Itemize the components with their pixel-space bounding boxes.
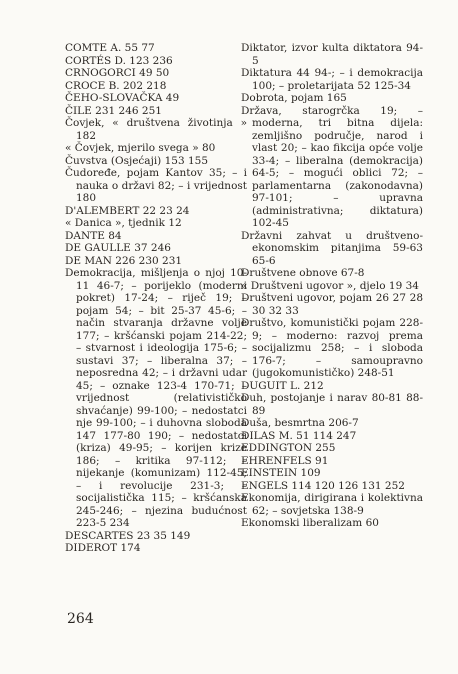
index-entry: « Čovjek, mjerilo svega » 80: [65, 142, 216, 154]
index-entry: Duh, postojanje i narav 80-81 88-89: [241, 392, 423, 417]
index-entry: DANTE 84: [65, 229, 122, 242]
index-entry: EHRENFELS 91: [241, 454, 329, 467]
index-entry: « Danica », tjednik 12: [65, 217, 182, 229]
index-entry: Država, starogrčka 19; – moderna, tri bitna dijela: zemljišno područje, narod i vlast 20; – kao fikcija opće volje 33-4; – liberalna (demokracija) 64-5; – mogući oblici 72; – parlamentarna (zakonodavna) 97-101; – upravna (administrativna; diktatura) 102-45: [241, 104, 423, 229]
index-entry: CRNOGORCI 49 50: [65, 67, 170, 79]
index-entry: ĐILAS M. 51 114 247: [241, 429, 357, 442]
index-entry: DE GAULLE 37 246: [65, 242, 171, 254]
index-entry: EDDINGTON 255: [241, 442, 336, 454]
index-entry: Diktator, izvor kulta diktatora 94-5: [241, 42, 423, 67]
index-column-left: [65, 42, 247, 555]
index-entry: Čuvstva (Osjećaji) 153 155: [65, 154, 209, 167]
index-entry: ČEHO-SLOVAČKA 49: [65, 92, 180, 104]
index-entry: Diktatura 44 94-; – i demokracija 100; – proletarijata 52 125-34: [241, 67, 423, 92]
index-entry: Dobrota, pojam 165: [241, 92, 347, 104]
index-entry: Duša, besmrtna 206-7: [241, 417, 359, 429]
index-entry: Državni zahvat u društveno-ekonomskim pitanjima 59-63 65-6: [241, 229, 423, 267]
index-entry: DUGUIT L. 212: [241, 379, 324, 392]
page-number: 264: [67, 611, 94, 627]
index-entry: CORTÉS D. 123 236: [65, 54, 173, 67]
index-entry: Ekonomski liberalizam 60: [241, 517, 379, 529]
index-entry: Društvene obnove 67-8: [241, 267, 365, 279]
index-column-right: [241, 42, 423, 530]
index-entry: Društveni ugovor, pojam 26 27 28 30 32 33: [241, 292, 423, 317]
index-entry: Demokracija, mišljenja o njoj 10-11 46-7; – porijeklo (moderni pokret) 17-24; – riječ 19; – pojam 54; – bit 25-37 45-6; – način stvaranja državne volje 177; – kršćanski pojam 214-22; – stvarnost i ideologija 175-6; – sustavi 37; – liberalna 37; – neposredna 42; – i državni udar 45; – oznake 123-4 170-71; – vrijednost (relativističko shvaćanje) 99-100; – nedostatci nje 99-100; – i duhovna sloboda 147 177-80 190; – nedostatci (kriza) 49-95; – korijen krize 186; – kritika 97-112; – nijekanje (komunizam) 112-45; – i revolucije 231-3; – socijalistička 115; – kršćanska 245-246; – njezina budućnost 223-5 234: [65, 267, 247, 529]
index-entry: Društvo, komunistički pojam 228-9; – moderno: razvoj prema socijalizmu 258; – i sloboda 176-7; – samoupravno (jugokomunističko) 248-51: [241, 317, 423, 379]
index-entry: CROCE B. 202 218: [65, 79, 167, 92]
index-entry: Čudoređe, pojam Kantov 35; – i nauka o državi 82; – i vrijednost 180: [65, 167, 247, 204]
index-entry: DESCARTES 23 35 149: [65, 529, 191, 542]
index-entry: Ekonomija, dirigirana i kolektivna 62; – sovjetska 138-9: [241, 492, 423, 517]
index-entry: « Društveni ugovor », djelo 19 34: [241, 279, 419, 292]
index-entry: DE MAN 226 230 231: [65, 254, 183, 267]
index-entry: ENGELS 114 120 126 131 252: [241, 479, 405, 492]
index-entry: Čovjek, « društvena životinja » 182: [65, 117, 247, 142]
index-entry: COMTE A. 55 77: [65, 42, 155, 54]
index-entry: EINSTEIN 109: [241, 467, 321, 479]
index-entry: DIDEROT 174: [65, 542, 141, 554]
index-entry: ČILE 231 246 251: [65, 104, 162, 117]
index-entry: D'ALEMBERT 22 23 24: [65, 204, 190, 217]
